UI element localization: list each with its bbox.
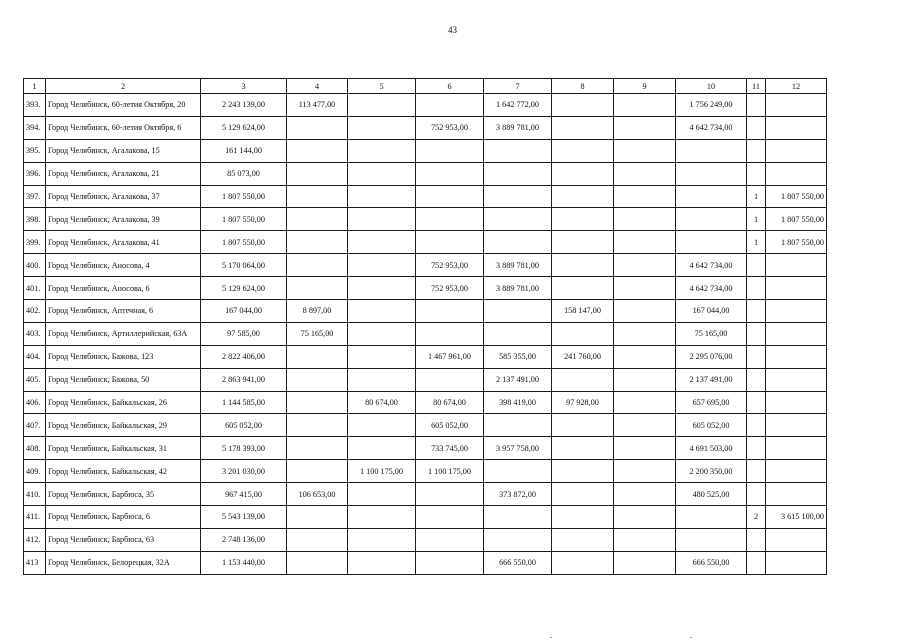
table-cell bbox=[614, 460, 676, 483]
table-cell: Город Челябинск, 60-летия Октября, 6 bbox=[46, 116, 201, 139]
table-cell: 75 165,00 bbox=[676, 322, 747, 345]
table-row bbox=[24, 139, 827, 162]
column-header: 2 bbox=[46, 79, 201, 94]
table-cell bbox=[747, 322, 766, 345]
table-row bbox=[24, 322, 827, 345]
table-cell: 666 550,00 bbox=[676, 551, 747, 574]
table-cell bbox=[614, 368, 676, 391]
table-row bbox=[24, 460, 827, 483]
column-header: 10 bbox=[676, 79, 747, 94]
table-header bbox=[24, 79, 827, 94]
table-cell bbox=[747, 437, 766, 460]
table-cell bbox=[676, 185, 747, 208]
table-cell: 3 957 758,00 bbox=[484, 437, 552, 460]
table-cell: 2 bbox=[747, 506, 766, 529]
table-cell: Город Челябинск, Байкальская, 42 bbox=[46, 460, 201, 483]
table-cell: 404. bbox=[24, 345, 46, 368]
table-cell: Город Челябинск, Агалакова, 15 bbox=[46, 139, 201, 162]
table-cell bbox=[614, 528, 676, 551]
table-cell bbox=[614, 483, 676, 506]
table-cell bbox=[416, 185, 484, 208]
table-cell: 605 052,00 bbox=[676, 414, 747, 437]
table-cell bbox=[766, 414, 827, 437]
table-cell: 1 100 175,00 bbox=[348, 460, 416, 483]
page-number: 43 bbox=[448, 25, 457, 35]
table-cell bbox=[484, 460, 552, 483]
table-cell: 408. bbox=[24, 437, 46, 460]
table-cell bbox=[348, 254, 416, 277]
table-cell bbox=[552, 414, 614, 437]
table-cell bbox=[552, 208, 614, 231]
table-cell bbox=[348, 185, 416, 208]
table-row bbox=[24, 506, 827, 529]
table-cell bbox=[614, 139, 676, 162]
table-cell: Город Челябинск, Агалакова, 41 bbox=[46, 231, 201, 254]
table-cell bbox=[287, 139, 348, 162]
table-row bbox=[24, 437, 827, 460]
table-cell bbox=[614, 300, 676, 323]
table-cell bbox=[484, 162, 552, 185]
table-cell bbox=[614, 116, 676, 139]
table-cell: Город Челябинск, 60-летия Октября, 20 bbox=[46, 94, 201, 117]
table-row bbox=[24, 483, 827, 506]
table-cell: 3 889 781,00 bbox=[484, 277, 552, 300]
table-cell: 585 355,00 bbox=[484, 345, 552, 368]
table-cell: Город Челябинск, Артиллерийская, 63А bbox=[46, 322, 201, 345]
table-row bbox=[24, 162, 827, 185]
table-cell bbox=[287, 231, 348, 254]
table-row bbox=[24, 391, 827, 414]
table-row bbox=[24, 208, 827, 231]
table-cell: 3 201 030,00 bbox=[201, 460, 287, 483]
table-cell bbox=[484, 231, 552, 254]
table-cell: 406. bbox=[24, 391, 46, 414]
table-cell: Город Челябинск, Байкальская, 31 bbox=[46, 437, 201, 460]
table-cell: 1 bbox=[747, 231, 766, 254]
table-cell: 3 889 781,00 bbox=[484, 254, 552, 277]
table-cell bbox=[614, 414, 676, 437]
table-cell bbox=[552, 116, 614, 139]
table-cell: Город Челябинск, Агалакова, 37 bbox=[46, 185, 201, 208]
table-cell bbox=[614, 506, 676, 529]
table-cell bbox=[287, 414, 348, 437]
table-cell bbox=[676, 162, 747, 185]
table-cell bbox=[747, 300, 766, 323]
column-header: 7 bbox=[484, 79, 552, 94]
table-cell bbox=[287, 506, 348, 529]
table-cell: 161 144,00 bbox=[201, 139, 287, 162]
table-cell bbox=[614, 185, 676, 208]
table-cell bbox=[552, 277, 614, 300]
table-cell: 752 953,00 bbox=[416, 277, 484, 300]
table-cell bbox=[287, 437, 348, 460]
table-row bbox=[24, 551, 827, 574]
table-cell: 1 bbox=[747, 185, 766, 208]
table-cell bbox=[766, 277, 827, 300]
table-row bbox=[24, 254, 827, 277]
table-cell bbox=[676, 528, 747, 551]
column-header: 9 bbox=[614, 79, 676, 94]
column-header: 11 bbox=[747, 79, 766, 94]
table-cell bbox=[287, 277, 348, 300]
table-cell bbox=[552, 368, 614, 391]
table-cell: Город Челябинск, Барбюса, 63 bbox=[46, 528, 201, 551]
table-cell bbox=[766, 460, 827, 483]
table-row bbox=[24, 94, 827, 117]
table-cell bbox=[747, 345, 766, 368]
table-cell bbox=[348, 528, 416, 551]
column-header: 4 bbox=[287, 79, 348, 94]
table-cell: 605 052,00 bbox=[416, 414, 484, 437]
table-cell bbox=[747, 414, 766, 437]
table-cell bbox=[416, 483, 484, 506]
table-cell: 2 137 491,00 bbox=[484, 368, 552, 391]
table-cell bbox=[416, 208, 484, 231]
table-cell bbox=[348, 208, 416, 231]
table-cell bbox=[747, 94, 766, 117]
table-cell bbox=[348, 162, 416, 185]
table-cell: 398 419,00 bbox=[484, 391, 552, 414]
table-cell: 396. bbox=[24, 162, 46, 185]
table-cell: Город Челябинск, Аптечная, 6 bbox=[46, 300, 201, 323]
table-cell bbox=[766, 391, 827, 414]
table-cell: 5 129 624,00 bbox=[201, 277, 287, 300]
table-cell bbox=[614, 437, 676, 460]
table-cell: 4 691 503,00 bbox=[676, 437, 747, 460]
table-cell bbox=[287, 208, 348, 231]
table-cell bbox=[766, 94, 827, 117]
table-cell bbox=[766, 116, 827, 139]
table-cell: 97 928,00 bbox=[552, 391, 614, 414]
table-cell bbox=[614, 322, 676, 345]
table-cell bbox=[287, 116, 348, 139]
table-cell: 4 642 734,00 bbox=[676, 277, 747, 300]
table-cell bbox=[348, 506, 416, 529]
table-cell bbox=[348, 483, 416, 506]
table-cell bbox=[416, 94, 484, 117]
table-cell bbox=[747, 254, 766, 277]
table-cell: 3 615 100,00 bbox=[766, 506, 827, 529]
table-cell bbox=[676, 506, 747, 529]
table-cell bbox=[747, 528, 766, 551]
table-cell: 75 165,00 bbox=[287, 322, 348, 345]
table-cell: 400. bbox=[24, 254, 46, 277]
column-header: 1 bbox=[24, 79, 46, 94]
table-cell: 398. bbox=[24, 208, 46, 231]
column-header: 3 bbox=[201, 79, 287, 94]
table-cell bbox=[747, 162, 766, 185]
table-cell bbox=[348, 368, 416, 391]
table-cell bbox=[552, 551, 614, 574]
table-cell: 2 863 941,00 bbox=[201, 368, 287, 391]
table-cell bbox=[614, 162, 676, 185]
table-cell bbox=[747, 483, 766, 506]
table-cell bbox=[348, 322, 416, 345]
scan-mark bbox=[550, 637, 552, 638]
table-cell: 167 044,00 bbox=[676, 300, 747, 323]
table-cell bbox=[552, 437, 614, 460]
table-cell bbox=[348, 277, 416, 300]
table-row bbox=[24, 368, 827, 391]
table-cell: 393. bbox=[24, 94, 46, 117]
table-cell: 5 543 139,00 bbox=[201, 506, 287, 529]
table-cell: 80 674,00 bbox=[416, 391, 484, 414]
table-cell bbox=[416, 322, 484, 345]
table-cell: 410. bbox=[24, 483, 46, 506]
table-cell: 2 200 350,00 bbox=[676, 460, 747, 483]
table-cell bbox=[614, 254, 676, 277]
table-cell: 1 807 550,00 bbox=[201, 185, 287, 208]
table-cell bbox=[287, 460, 348, 483]
table-cell bbox=[747, 368, 766, 391]
table-cell: 1 807 550,00 bbox=[201, 231, 287, 254]
table-cell bbox=[552, 162, 614, 185]
table-row bbox=[24, 414, 827, 437]
table-cell bbox=[747, 551, 766, 574]
table-cell bbox=[552, 528, 614, 551]
table-cell bbox=[348, 139, 416, 162]
table-cell: 407. bbox=[24, 414, 46, 437]
table-cell bbox=[766, 162, 827, 185]
table-cell bbox=[287, 185, 348, 208]
table-cell bbox=[484, 414, 552, 437]
table-cell: 733 745,00 bbox=[416, 437, 484, 460]
table-cell: 85 073,00 bbox=[201, 162, 287, 185]
table-row bbox=[24, 185, 827, 208]
table-body bbox=[24, 94, 827, 575]
table-cell: 394. bbox=[24, 116, 46, 139]
table-cell bbox=[348, 551, 416, 574]
table-cell: 666 550,00 bbox=[484, 551, 552, 574]
table-cell bbox=[766, 368, 827, 391]
table-cell bbox=[416, 139, 484, 162]
table-cell bbox=[287, 162, 348, 185]
table-cell bbox=[484, 300, 552, 323]
table-cell: 373 872,00 bbox=[484, 483, 552, 506]
table-cell bbox=[766, 300, 827, 323]
table-cell: 2 748 136,00 bbox=[201, 528, 287, 551]
column-header: 6 bbox=[416, 79, 484, 94]
table-cell: 3 889 781,00 bbox=[484, 116, 552, 139]
table-cell bbox=[348, 345, 416, 368]
column-header: 5 bbox=[348, 79, 416, 94]
table-cell: Город Челябинск, Аносова, 6 bbox=[46, 277, 201, 300]
table-cell: 752 953,00 bbox=[416, 254, 484, 277]
table-cell: Город Челябинск, Барбюса, 35 bbox=[46, 483, 201, 506]
table-cell bbox=[287, 528, 348, 551]
table-cell: Город Челябинск, Агалакова, 39 bbox=[46, 208, 201, 231]
table-cell: 4 642 734,00 bbox=[676, 116, 747, 139]
table-cell bbox=[747, 116, 766, 139]
table-cell bbox=[287, 254, 348, 277]
table-cell bbox=[287, 368, 348, 391]
table-cell: 605 052,00 bbox=[201, 414, 287, 437]
table-cell: 402. bbox=[24, 300, 46, 323]
table-cell: Город Челябинск, Байкальская, 29 bbox=[46, 414, 201, 437]
table-cell bbox=[766, 483, 827, 506]
table-cell bbox=[747, 277, 766, 300]
table-cell: 411. bbox=[24, 506, 46, 529]
table-cell: 399. bbox=[24, 231, 46, 254]
table-cell: 657 695,00 bbox=[676, 391, 747, 414]
table-cell: 401. bbox=[24, 277, 46, 300]
table-cell bbox=[552, 460, 614, 483]
table-cell bbox=[484, 139, 552, 162]
table-cell: 1 807 550,00 bbox=[766, 231, 827, 254]
table-cell: 1 100 175,00 bbox=[416, 460, 484, 483]
table-cell: Город Челябинск, Байкальская, 26 bbox=[46, 391, 201, 414]
table-cell: 967 415,00 bbox=[201, 483, 287, 506]
table-cell bbox=[348, 414, 416, 437]
table-cell: Город Челябинск, Бажова, 123 bbox=[46, 345, 201, 368]
table-cell bbox=[484, 528, 552, 551]
table-cell bbox=[416, 506, 484, 529]
table-cell: Город Челябинск, Барбюса, 6 bbox=[46, 506, 201, 529]
table-row bbox=[24, 277, 827, 300]
table-cell: 158 147,00 bbox=[552, 300, 614, 323]
table-cell bbox=[747, 460, 766, 483]
data-table bbox=[23, 78, 827, 575]
table-cell bbox=[614, 345, 676, 368]
table-cell: 5 129 624,00 bbox=[201, 116, 287, 139]
table-cell: Город Челябинск, Аносова, 4 bbox=[46, 254, 201, 277]
table-cell: 8 897,00 bbox=[287, 300, 348, 323]
table-row bbox=[24, 528, 827, 551]
table-cell: 395. bbox=[24, 139, 46, 162]
table-cell bbox=[484, 185, 552, 208]
table-row bbox=[24, 300, 827, 323]
table-cell: 5 178 393,00 bbox=[201, 437, 287, 460]
table-cell bbox=[614, 391, 676, 414]
table-cell: 167 044,00 bbox=[201, 300, 287, 323]
header-row bbox=[24, 79, 827, 94]
table-cell bbox=[416, 300, 484, 323]
table-cell: 1 bbox=[747, 208, 766, 231]
table-cell bbox=[766, 551, 827, 574]
table-cell bbox=[747, 391, 766, 414]
table-cell bbox=[348, 300, 416, 323]
table-cell bbox=[747, 139, 766, 162]
table-cell bbox=[552, 185, 614, 208]
table-cell: 480 525,00 bbox=[676, 483, 747, 506]
table-cell bbox=[614, 94, 676, 117]
table-cell: 1 807 550,00 bbox=[201, 208, 287, 231]
table-cell: 1 807 550,00 bbox=[766, 208, 827, 231]
table-cell: 413 bbox=[24, 551, 46, 574]
table-cell: 1 756 249,00 bbox=[676, 94, 747, 117]
table-cell bbox=[348, 116, 416, 139]
table-cell: 2 137 491,00 bbox=[676, 368, 747, 391]
table-cell: Город Челябинск, Бажова, 50 bbox=[46, 368, 201, 391]
table-cell bbox=[416, 368, 484, 391]
table-cell: 2 243 139,00 bbox=[201, 94, 287, 117]
table-cell: Город Челябинск, Белорецкая, 32А bbox=[46, 551, 201, 574]
table-cell: 412. bbox=[24, 528, 46, 551]
table-cell: 97 585,00 bbox=[201, 322, 287, 345]
table-cell bbox=[614, 208, 676, 231]
column-header: 12 bbox=[766, 79, 827, 94]
table-cell bbox=[766, 345, 827, 368]
table-cell bbox=[484, 208, 552, 231]
table-cell: 241 760,00 bbox=[552, 345, 614, 368]
table-cell bbox=[552, 139, 614, 162]
scan-mark bbox=[690, 637, 692, 638]
table-cell: 403. bbox=[24, 322, 46, 345]
table-cell bbox=[552, 322, 614, 345]
table-cell bbox=[766, 528, 827, 551]
table-cell bbox=[416, 231, 484, 254]
table-cell bbox=[416, 528, 484, 551]
table-cell: Город Челябинск, Агалакова, 21 bbox=[46, 162, 201, 185]
table-cell: 4 642 734,00 bbox=[676, 254, 747, 277]
table-cell bbox=[287, 345, 348, 368]
table-cell: 397. bbox=[24, 185, 46, 208]
table-cell: 405. bbox=[24, 368, 46, 391]
table-cell bbox=[552, 231, 614, 254]
table-cell bbox=[614, 231, 676, 254]
table-cell bbox=[552, 483, 614, 506]
table-cell bbox=[766, 139, 827, 162]
table-cell bbox=[348, 437, 416, 460]
table-cell: 1 807 550,00 bbox=[766, 185, 827, 208]
table-cell bbox=[287, 551, 348, 574]
table-cell bbox=[416, 162, 484, 185]
table-cell: 1 153 440,00 bbox=[201, 551, 287, 574]
table-cell bbox=[348, 231, 416, 254]
table-cell bbox=[676, 231, 747, 254]
table-cell: 2 295 076,00 bbox=[676, 345, 747, 368]
table-cell bbox=[287, 391, 348, 414]
table-cell: 80 674,00 bbox=[348, 391, 416, 414]
table-cell bbox=[766, 254, 827, 277]
table-row bbox=[24, 345, 827, 368]
table-cell: 752 953,00 bbox=[416, 116, 484, 139]
table-cell bbox=[614, 277, 676, 300]
table-cell bbox=[766, 437, 827, 460]
table-cell bbox=[676, 139, 747, 162]
table-cell: 1 642 772,00 bbox=[484, 94, 552, 117]
table-cell: 409. bbox=[24, 460, 46, 483]
table-row bbox=[24, 116, 827, 139]
table-cell: 1 467 961,00 bbox=[416, 345, 484, 368]
table-cell: 113 477,00 bbox=[287, 94, 348, 117]
table-cell bbox=[484, 322, 552, 345]
table-cell: 106 653,00 bbox=[287, 483, 348, 506]
table-cell bbox=[484, 506, 552, 529]
table-cell bbox=[552, 94, 614, 117]
table-row bbox=[24, 231, 827, 254]
column-header: 8 bbox=[552, 79, 614, 94]
table-cell bbox=[552, 506, 614, 529]
table-cell bbox=[416, 551, 484, 574]
table-cell bbox=[766, 322, 827, 345]
table-cell bbox=[348, 94, 416, 117]
table-cell: 5 170 064,00 bbox=[201, 254, 287, 277]
table-cell: 2 822 406,00 bbox=[201, 345, 287, 368]
table-cell bbox=[614, 551, 676, 574]
table-cell bbox=[676, 208, 747, 231]
table-cell bbox=[552, 254, 614, 277]
table-cell: 1 144 585,00 bbox=[201, 391, 287, 414]
